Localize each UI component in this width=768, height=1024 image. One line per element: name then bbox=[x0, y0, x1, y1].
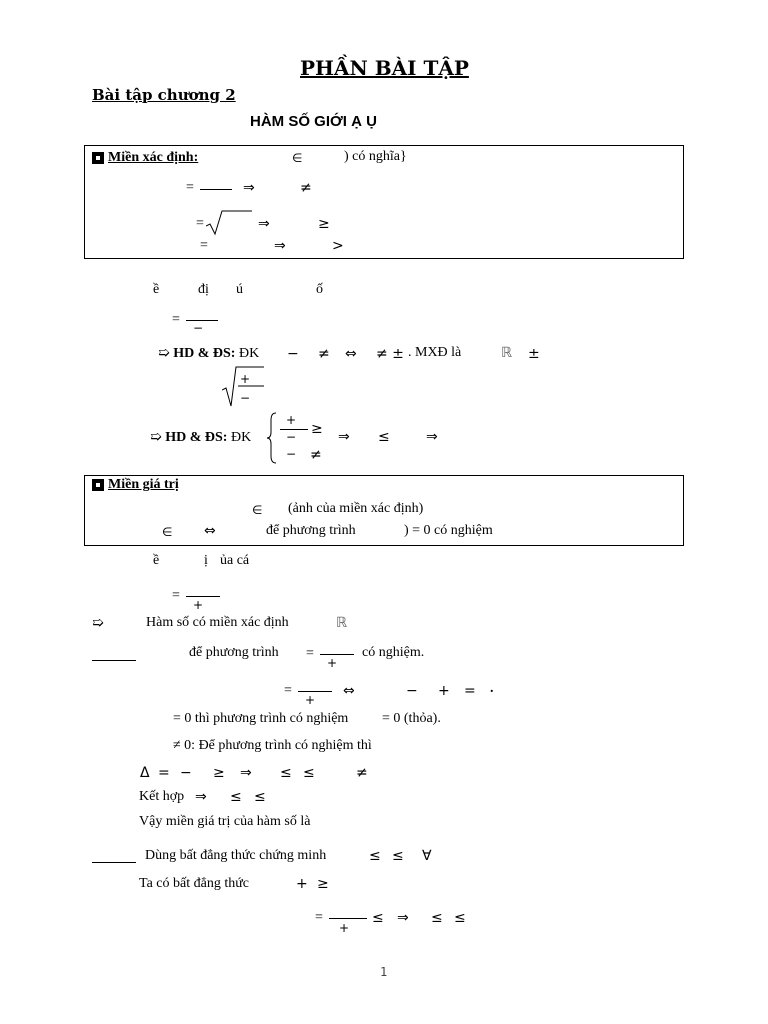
not-equal-symbol: ≠ bbox=[318, 346, 330, 362]
range-label: Miền giá trị bbox=[108, 477, 179, 492]
arrow-right-icon: ➯ bbox=[158, 345, 170, 361]
for-all-symbol: ∀ bbox=[422, 848, 432, 864]
plus-sign: + bbox=[327, 656, 338, 670]
less-equal-symbol: ≤ bbox=[230, 789, 242, 805]
plus-minus-symbol: ± bbox=[528, 346, 540, 362]
condition-text: để phương trình bbox=[189, 645, 279, 660]
greater-equal-symbol: ≥ bbox=[317, 876, 329, 892]
section-heading: HÀM SỐ GIỚI Ạ Ụ bbox=[250, 113, 377, 130]
conclusion-text: Vậy miền giá trị của hàm số là bbox=[139, 814, 311, 829]
period: . bbox=[490, 681, 494, 696]
square-bullet-icon bbox=[92, 152, 104, 164]
element-of-symbol: ∈ bbox=[162, 525, 173, 539]
hint-line-1 bbox=[158, 345, 259, 362]
fraction-bar bbox=[200, 189, 232, 190]
equals-sign: = bbox=[158, 765, 170, 781]
implies-symbol: ⇒ bbox=[258, 216, 270, 232]
domain-eq-2: = bbox=[196, 216, 204, 231]
less-equal-symbol: ≤ bbox=[392, 848, 404, 864]
implies-symbol: ⇒ bbox=[195, 789, 207, 805]
page-title: PHẦN BÀI TẬP bbox=[300, 56, 469, 80]
less-equal-symbol: ≤ bbox=[254, 789, 266, 805]
real-numbers-symbol: ℝ bbox=[501, 345, 513, 361]
element-of-symbol: ∈ bbox=[292, 151, 303, 165]
range-box-label bbox=[92, 477, 179, 493]
equals-sign: = bbox=[464, 683, 476, 699]
fraction-bar bbox=[186, 596, 220, 597]
range-condition-text-2: ) = 0 có nghiệm bbox=[404, 523, 493, 538]
domain-eq-3: = bbox=[200, 238, 208, 253]
hint-label: HD & ĐS: bbox=[165, 430, 228, 445]
page-number: 1 bbox=[380, 965, 388, 979]
case-1-result: = 0 (thỏa). bbox=[382, 711, 441, 726]
domain-box-label bbox=[92, 150, 198, 166]
minus-sign: − bbox=[287, 346, 299, 362]
condition-label: ĐK bbox=[230, 430, 252, 445]
implies-symbol: ⇒ bbox=[338, 429, 350, 445]
real-numbers-symbol: ℝ bbox=[336, 615, 348, 631]
hint-label: HD & ĐS: bbox=[173, 346, 236, 361]
text-fragment: ề bbox=[153, 553, 160, 568]
less-equal-symbol: ≤ bbox=[280, 765, 292, 781]
minus-sign: − bbox=[193, 321, 204, 335]
minus-sign: − bbox=[240, 391, 251, 405]
arrow-right-icon: ➯ bbox=[92, 615, 104, 631]
plus-sign: + bbox=[193, 598, 204, 612]
less-equal-symbol: ≤ bbox=[369, 848, 381, 864]
less-equal-symbol: ≤ bbox=[454, 910, 466, 926]
fraction-bar bbox=[298, 691, 332, 692]
range-text: (ảnh của miền xác định) bbox=[288, 501, 424, 516]
domain-result-text: . MXĐ là bbox=[408, 345, 462, 360]
fraction-bar bbox=[320, 654, 354, 655]
domain-label: Miền xác định: bbox=[108, 150, 199, 165]
underline-blank bbox=[92, 660, 136, 661]
chapter-heading: Bài tập chương 2 bbox=[92, 86, 236, 104]
plus-sign: + bbox=[305, 693, 316, 707]
range-condition-text: để phương trình bbox=[266, 523, 356, 538]
text-fragment: ú bbox=[236, 282, 243, 297]
text-fragment: đị bbox=[198, 282, 209, 297]
less-equal-symbol: ≤ bbox=[303, 765, 315, 781]
greater-than-symbol: > bbox=[332, 238, 344, 254]
minus-sign: − bbox=[180, 765, 192, 781]
greater-equal-symbol: ≥ bbox=[311, 421, 323, 437]
plus-sign: + bbox=[339, 921, 350, 935]
square-root-icon bbox=[206, 210, 254, 236]
text-fragment: ủa cá bbox=[220, 553, 250, 568]
text-fragment: ề bbox=[153, 282, 160, 297]
arrow-right-icon: ➯ bbox=[150, 429, 162, 445]
greater-equal-symbol: ≥ bbox=[318, 216, 330, 232]
plus-sign: + bbox=[296, 876, 308, 892]
case-1-text: = 0 thì phương trình có nghiệm bbox=[173, 711, 349, 726]
greater-equal-symbol: ≥ bbox=[213, 765, 225, 781]
implies-symbol: ⇒ bbox=[243, 180, 255, 196]
implies-symbol: ⇒ bbox=[426, 429, 438, 445]
iff-symbol: ⇔ bbox=[345, 346, 357, 362]
less-equal-symbol: ≤ bbox=[431, 910, 443, 926]
condition-text-2: có nghiệm. bbox=[362, 645, 425, 660]
equation-eq: = bbox=[284, 683, 292, 698]
not-equal-pm-symbol: ≠ ± bbox=[376, 346, 404, 362]
text-fragment: ị bbox=[204, 553, 208, 568]
not-equal-symbol: ≠ bbox=[300, 180, 312, 196]
underline-blank bbox=[92, 862, 136, 863]
left-brace-icon bbox=[266, 412, 278, 464]
combine-text: Kết hợp bbox=[139, 789, 185, 804]
fraction-bar bbox=[329, 918, 367, 919]
plus-sign: + bbox=[438, 683, 450, 699]
not-equal-symbol: ≠ bbox=[356, 765, 368, 781]
domain-eq-1: = bbox=[186, 180, 194, 195]
condition-eq: = bbox=[306, 646, 314, 661]
not-equal-symbol: ≠ bbox=[310, 447, 322, 463]
plus-sign: + bbox=[286, 413, 297, 427]
domain-statement: Hàm số có miền xác định bbox=[146, 615, 289, 630]
implies-symbol: ⇒ bbox=[274, 238, 286, 254]
function-eq: = bbox=[172, 312, 180, 327]
iff-symbol: ⇔ bbox=[204, 523, 216, 539]
iff-symbol: ⇔ bbox=[343, 683, 355, 699]
hint-line-2 bbox=[150, 429, 251, 446]
final-eq: = bbox=[315, 910, 323, 925]
text-fragment: ố bbox=[316, 282, 323, 297]
square-bullet-icon bbox=[92, 479, 104, 491]
minus-sign: − bbox=[286, 430, 297, 444]
plus-sign: + bbox=[240, 372, 251, 386]
inequality-method-text: Dùng bất đẳng thức chứng minh bbox=[145, 848, 327, 863]
case-2-text: ≠ 0: Để phương trình có nghiệm thì bbox=[173, 738, 372, 753]
minus-sign: − bbox=[286, 447, 297, 461]
function-eq: = bbox=[172, 588, 180, 603]
inequality-text: Ta có bất đẳng thức bbox=[139, 876, 250, 891]
domain-condition-text: ) có nghĩa} bbox=[344, 149, 407, 164]
implies-symbol: ⇒ bbox=[240, 765, 252, 781]
element-of-symbol: ∈ bbox=[252, 503, 263, 517]
minus-sign: − bbox=[406, 683, 418, 699]
less-equal-symbol: ≤ bbox=[378, 429, 390, 445]
condition-label: ĐK bbox=[238, 346, 260, 361]
delta-symbol: Δ bbox=[140, 765, 150, 781]
implies-symbol: ⇒ bbox=[397, 910, 409, 926]
less-equal-symbol: ≤ bbox=[372, 910, 384, 926]
